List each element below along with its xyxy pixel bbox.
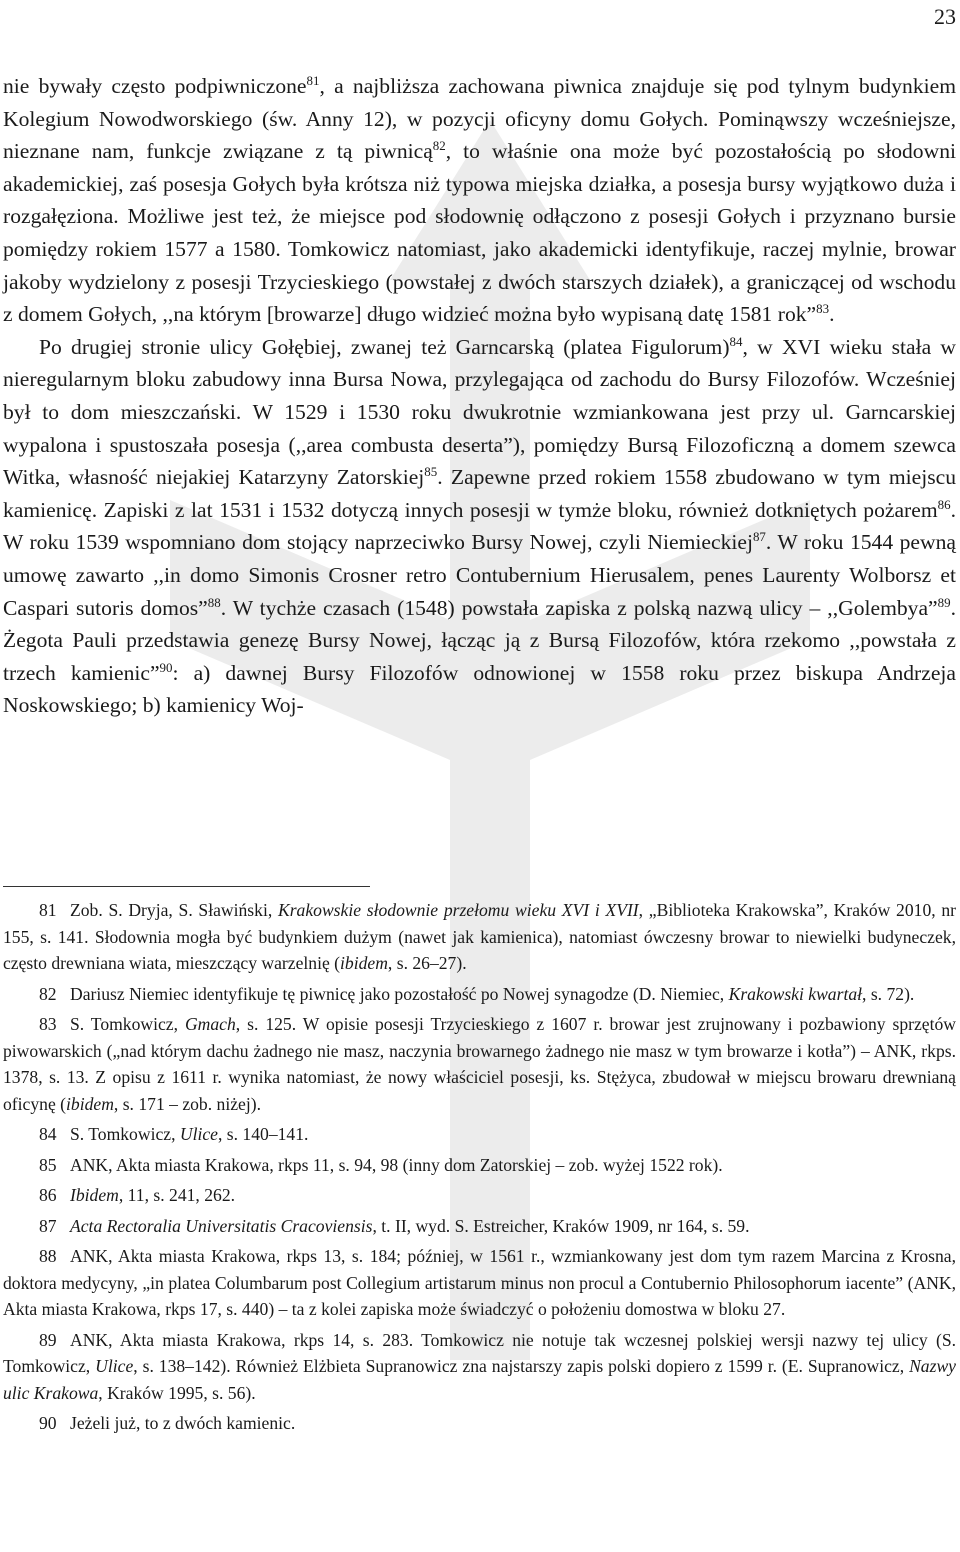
- paragraph-2: Po drugiej stronie ulicy Gołębiej, zwanej też Garncarską (platea Figulorum)$^{84}$, w XVI wieku stała w nieregularnym bloku zabudowy inna Bursa Nowa, przylegająca od zachodu do Bursy Filozofów. Wcześniej był to dom mieszczański. W 1529 i 1530 roku dwukrotnie wzmiankowana jest przy ul. Garncarskiej wypalona i spustoszała posesja (,,area combusta deserta”), pomiędzy Bursą Filozoficzną a domem szewca Witka, własność niejakiej Katarzyny Zatorskiej$^{85}$. Zapewne przed rokiem 1558 zbudowano w tym miejscu kamienicę. Zapiski z lat 1531 i 1532 dotyczą innych posesji w tymże bloku, również dotkniętych pożarem$^{86}$. W roku 1539 wspomniano dom stojący naprzeciwko Bursy Nowej, czyli Niemieckiej$^{87}$. W roku 1544 pewną umowę zawarto ,,in domo Simonis Crosner retro Contubernium Hierusalem, penes Laurenty Wolborsz et Caspari sutoris domos”$^{88}$. W tychże czasach (1548) powstała zapiska z polską nazwą ulicy – ,,Golembya”$^{89}$. Żegota Pauli przedstawia genezę Bursy Nowej, łącząc ją z Bursą Filozofów, która rzekomo ,,powstała z trzech kamienic”$^{90}$: a) dawnej Bursy Filozofów odnowionej w 1558 roku przez biskupa Andrzeja Noskowskiego; b) kamienicy Woj-: [3, 333, 957, 718]
- footnote-text: S. Tomkowicz,: [70, 1014, 185, 1034]
- footnote-ref-82[interactable]: 82: [432, 138, 446, 154]
- footnote-number: 88: [39, 1246, 57, 1266]
- footnote-number: 90: [39, 1413, 57, 1433]
- footnote-ref-83[interactable]: 83: [816, 301, 830, 317]
- footnote-number: 81: [39, 900, 57, 920]
- footnote-italic-text: Krakowskie słodownie przełomu wieku XVI i XVII: [277, 900, 639, 920]
- footnote-italic-text: Krakowski kwartał: [728, 983, 863, 1004]
- footnote-text: , t. II, wyd. S. Estreicher, Kraków 1909, nr 164, s. 59.: [372, 1215, 750, 1236]
- footnote-ref-84[interactable]: 84: [729, 333, 743, 349]
- footnote-ref-89[interactable]: 89: [937, 594, 951, 610]
- footnote-text: Dariusz Niemiec identyfikuje tę piwnicę jako pozostałość po Nowej synagodze (D. Niemiec,: [70, 983, 729, 1004]
- footnote-italic-text: Nazwy ulic Krakowa: [3, 1356, 956, 1403]
- footnote-text: Jeżeli już, to z dwóch kamienic.: [70, 1413, 296, 1433]
- footnote-number: 84: [39, 1124, 57, 1144]
- footnote-text: , s. 138–142). Również Elżbieta Supranowicz zna najstarszy zapis polski dopiero z 1599 r. (E. Supranowicz,: [133, 1356, 910, 1376]
- footnote-86: [3, 1182, 956, 1209]
- footnote-text: ANK, Akta miasta Krakowa, rkps 14, s. 283. Tomkowicz nie notuje tak wczesnej polskiej wersji nazwy tej ulicy (S. Tomkowicz,: [3, 1329, 956, 1376]
- footnote-ref-86[interactable]: 86: [937, 496, 951, 512]
- footnote-ref-90[interactable]: 90: [159, 659, 173, 675]
- footnote-90: [3, 1410, 956, 1437]
- footnote-82: [3, 981, 956, 1008]
- footnote-text: , 11, s. 241, 262.: [118, 1185, 236, 1205]
- footnote-number: 82: [39, 983, 57, 1004]
- footnote-number: 83: [39, 1014, 57, 1034]
- footnote-number: 89: [39, 1329, 57, 1350]
- footnote-88: [3, 1243, 956, 1323]
- footnotes: [3, 897, 956, 1441]
- footnote-84: [3, 1121, 956, 1148]
- footnote-separator: [3, 886, 370, 887]
- footnote-italic-text: Ulice: [179, 1124, 218, 1144]
- footnote-text: , Kraków 1995, s. 56).: [98, 1382, 256, 1403]
- footnote-italic-text: Ulice: [95, 1356, 134, 1376]
- footnote-ref-85[interactable]: 85: [424, 464, 438, 480]
- footnote-text: , s. 171 – zob. niżej).: [113, 1093, 261, 1114]
- footnote-ref-87[interactable]: 87: [752, 529, 766, 545]
- footnote-italic-text: Gmach: [184, 1014, 236, 1034]
- footnote-number: 87: [39, 1215, 57, 1236]
- footnote-text: , „Biblioteka Krakowska”, Kraków 2010, nr 155, s. 141. Słodownia mogła być budynkiem dużym (nawet jak kamienica), natomiast ówczesny browar to niewielki budyneczek, często drewniana wiata, mieszczący warzelnię (: [3, 900, 957, 973]
- footnote-87: [3, 1213, 956, 1240]
- footnote-text: ANK, Akta miasta Krakowa, rkps 11, s. 94, 98 (inny dom Zatorskiej – zob. wyżej 1522 rok).: [70, 1154, 723, 1175]
- body-text: [3, 70, 956, 722]
- footnote-83: [3, 1011, 956, 1117]
- footnote-text: , s. 125. W opisie posesji Trzycieskiego z 1607 r. browar jest zrujnowany i pozbawiony sprzętów piwowarskich („nad którym dachu żadnego nie masz, naczynia browarnego żadnego nie masz w tym browarze i kotła”) – ANK, rkps. 1378, s. 13. Z opisu z 1611 r. wynika natomiast, że nowy właściciel posesji, ks. Stężyca, zbudował w miejscu browaru drewnianą oficynę (: [3, 1014, 956, 1114]
- footnote-text: , s. 140–141.: [217, 1124, 309, 1144]
- footnote-text: Zob. S. Dryja, S. Sławiński,: [70, 900, 278, 920]
- footnote-text: S. Tomkowicz,: [70, 1124, 180, 1144]
- footnote-text: ANK, Akta miasta Krakowa, rkps 13, s. 184; później, w 1561 r., wzmiankowany jest dom tym razem Marcina z Krosna, doktora medycyny, „in platea Columbarum post Collegium artistarum minus non procul a Contubernio Philosophorum iacente” (ANK, Akta miasta Krakowa, rkps 17, s. 440) – ta z kolei zapiska może świadczyć o położeniu domostwa w bloku 27.: [3, 1246, 956, 1319]
- footnote-italic-text: Ibidem: [70, 1185, 119, 1205]
- footnote-italic-text: Acta Rectoralia Universitatis Cracoviensis: [70, 1215, 373, 1236]
- footnote-italic-text: ibidem: [66, 1093, 114, 1114]
- paragraph-1: nie bywały często podpiwniczone$^{81}$, a najbliższa zachowana piwnica znajduje się pod tylnym budynkiem Kolegium Nowodworskiego (św. Anny 12), w pozycji oficyny domu Gołych. Pominąwszy wcześniejsze, nieznane nam, funkcje związane z tą piwnicą$^{82}$, to właśnie ona może być pozostałością po słodowni akademickiej, zaś posesja Gołych była krótsza niż typowa miejska działka, a posesja bursy wyjątkowo duża i rozgałęziona. Możliwe jest też, że miejsce pod słodownię odłączono z posesji Gołych i przyznano bursie pomiędzy rokiem 1577 a 1580. Tomkowicz natomiast, jako akademicki identyfikuje, raczej mylnie, browar jakoby wydzielony z posesji Trzycieskiego (powstałej z dwóch starszych działek), a graniczącej od wschodu z domem Gołych, ,,na którym [browarze] długo widzieć można było wypisaną datę 1581 rok”$^{83}$.: [3, 72, 957, 327]
- footnote-81: [3, 897, 956, 977]
- page-number: 23: [934, 4, 956, 29]
- footnote-number: 86: [39, 1185, 57, 1205]
- footnote-text: , s. 72).: [862, 983, 915, 1004]
- footnote-ref-81[interactable]: 81: [306, 72, 320, 88]
- footnote-85: [3, 1152, 956, 1179]
- footnote-italic-text: ibidem: [340, 953, 388, 973]
- footnote-text: , s. 26–27).: [387, 953, 467, 973]
- footnote-number: 85: [39, 1154, 57, 1175]
- footnote-89: [3, 1327, 956, 1407]
- footnote-ref-88[interactable]: 88: [207, 594, 221, 610]
